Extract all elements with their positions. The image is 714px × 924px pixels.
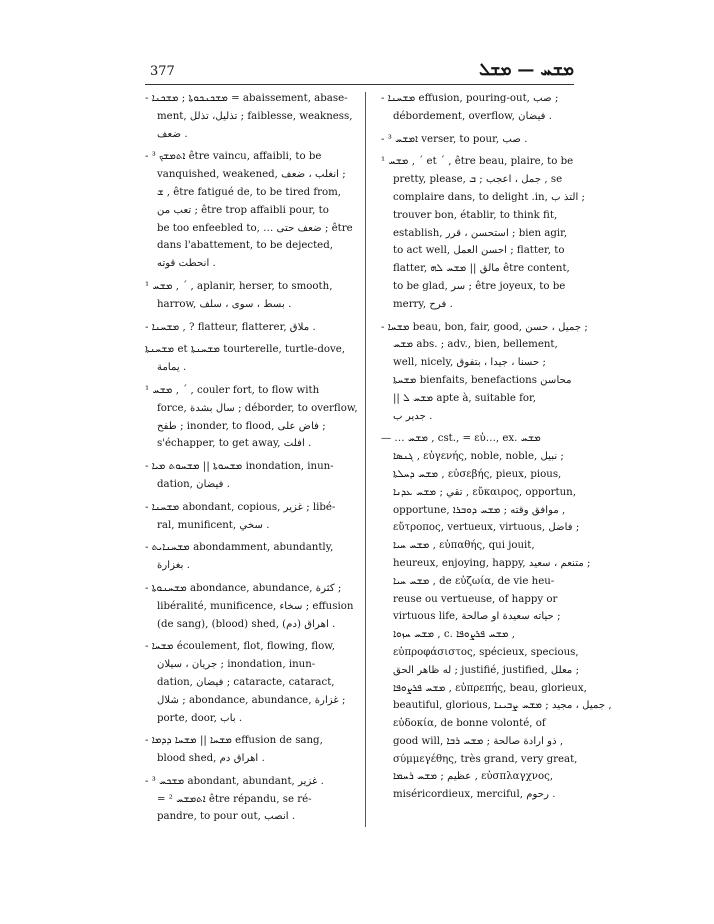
entry-line: ¹ ܡܫܚ , ˊ , couler fort, to flow with bbox=[145, 384, 320, 396]
header-rule bbox=[145, 84, 574, 85]
entry-line: ܡܫܚ ܦܪܨܘܦܐ , εὐπρεπής, beau, glorieux, bbox=[393, 682, 587, 694]
entry-line: to be glad, سر ; être joyeux, to be bbox=[393, 280, 566, 292]
entry-line: well, nicely, حسنا ، جيدا ، بتفوق ; bbox=[393, 357, 546, 369]
entry-line: débordement, overflow, فيضان . bbox=[393, 110, 553, 122]
entry-line: = ܐܬܡܫܚ ² être répandu, se ré- bbox=[157, 793, 312, 805]
dictionary-entry bbox=[145, 278, 363, 314]
entry-line: εὐπροφάσιστος, spécieux, specious, bbox=[393, 646, 579, 658]
entry-line: miséricordieux, merciful, رحوم . bbox=[393, 789, 556, 801]
entry-line: flatter, مالق || ܡܫܚ ܠܗ être content, bbox=[393, 263, 570, 275]
entry-line: trouver bon, établir, to think fit, bbox=[393, 209, 558, 221]
entry-line: ral, munificent, سخي . bbox=[157, 519, 270, 531]
entry-line: blood shed, اهراق دم . bbox=[157, 753, 265, 765]
dictionary-entry bbox=[381, 131, 592, 149]
entry-line: له ظاهر الحق ; justifié, justified, معلل ; bbox=[393, 664, 580, 676]
entry-line: dans l'abattement, to be dejected, bbox=[157, 240, 333, 252]
entry-line: force, سال بشدة ; déborder, to overflow, bbox=[157, 402, 358, 414]
entry-line: تعب من ; être trop affaibli pour, to bbox=[157, 204, 329, 216]
entry-line: dation, فيضان ; cataracte, cataract, bbox=[157, 676, 335, 688]
entry-line: - ܡܫܚܢܐ effusion, pouring-out, صب ; bbox=[381, 93, 559, 104]
entry-line: complaire dans, to delight .in, التذ ب ; bbox=[393, 191, 585, 203]
entry-line: ܡܫܚ ܚܝܐ , εὐπαθής, qui jouit, bbox=[393, 540, 535, 552]
entry-line: dation, فيضان . bbox=[157, 478, 230, 490]
entry-line: بغزارة . bbox=[157, 560, 190, 572]
dictionary-entry bbox=[145, 732, 363, 768]
entry-line: virtuous life, حياته سعيدة او صالحة ; bbox=[393, 611, 561, 623]
entry-line: ܡܫܚܢܬܐ et ܡܫܚܢܬܐ tourterelle, turtle-dove, bbox=[145, 344, 346, 356]
entry-line: vanquished, weakened, انغلب ، ضعف ; bbox=[157, 169, 346, 181]
entry-line: انحطت قوته . bbox=[157, 258, 216, 270]
entry-line: ܡܫܚ ܕܚܠܬܐ , εὐσεβής, pieux, pious, bbox=[393, 468, 562, 480]
entry-line: reuse ou vertueuse, of happy or bbox=[393, 593, 558, 605]
entry-line: - ܡܫܟܚ ³ abondant, abundant, غزير . bbox=[145, 775, 324, 787]
entry-line: be too enfeebled to, … ضعف حتى ; être bbox=[157, 222, 353, 234]
entry-line: pretty, please, جمل ، اعجب ; ܒ , se bbox=[393, 174, 563, 186]
entry-line: ment, تذليل، تذلل ; faiblesse, weakness, bbox=[157, 110, 353, 122]
entry-line: good will, ذو ارادة صالحة ; ܡܫܚ ܪܒܐ , bbox=[393, 735, 564, 747]
entry-line: — … ܡܫܚ , cst., = εὐ…, ex. ܡܫܚ bbox=[381, 433, 541, 445]
dictionary-entry bbox=[145, 499, 363, 535]
entry-line: ¹ ܡܫܚ , ˊ et ˊ , être beau, plaire, to be bbox=[381, 156, 574, 168]
dictionary-entry bbox=[381, 319, 592, 426]
entry-line: - ܡܫܚܐ beau, bon, fair, good, جميل ، حسن ; bbox=[381, 321, 588, 333]
entry-line: ܫ , être fatigué de, to be tired from, bbox=[157, 186, 342, 198]
dictionary-entry bbox=[381, 430, 612, 804]
entry-line: - ܡܫܚܢܐ , ? flatteur, flatterer, ملاق . bbox=[145, 321, 316, 333]
entry-line: libéralité, munificence, سخاء ; effusion bbox=[157, 600, 354, 612]
dictionary-entry bbox=[381, 90, 592, 126]
entry-line: - ܡܫܚܢܘܬܐ abondance, abundance, كثرة ; bbox=[145, 582, 342, 594]
entry-line: - ܐܡܫܚ ³ verser, to pour, صب . bbox=[381, 133, 528, 145]
entry-line: || ܡܫܚ ܠ apte à, suitable for, bbox=[393, 392, 537, 404]
entry-line: طفح ; inonder, to flood, فاض على ; bbox=[157, 420, 326, 432]
entry-line: s'échapper, to get away, افلت . bbox=[157, 438, 312, 450]
entry-line: - ܡܫܚܐ écoulement, flot, flowing, flow, bbox=[145, 641, 335, 653]
dictionary-entry bbox=[145, 458, 363, 494]
dictionary-entry bbox=[145, 90, 363, 143]
dictionary-entry bbox=[145, 382, 363, 453]
entry-line: establish, استحسن ، قرر ; bien agir, bbox=[393, 227, 568, 239]
column-divider bbox=[365, 92, 366, 827]
dictionary-entry bbox=[145, 638, 363, 727]
dictionary-entry bbox=[145, 773, 363, 826]
entry-line: - ܐܬܡܫܟ ³ être vaincu, affaibli, to be bbox=[145, 151, 322, 163]
entry-line: - ܡܫܚܢܐ abondant, copious, غزير ; libé- bbox=[145, 501, 336, 513]
entry-line: ܡܫܚ ¹ , ˊ , aplanir, herser, to smooth, bbox=[145, 280, 333, 292]
entry-line: beautiful, glorious, جميل ، مجيد ; ܡܫܚ ܨܒܝܢܐ , bbox=[393, 700, 612, 712]
entry-line: porte, door, باب . bbox=[157, 712, 243, 724]
entry-line: ܡܫܚܬܐ bienfaits, benefactions محاسن bbox=[393, 374, 572, 386]
right-column bbox=[381, 90, 612, 809]
entry-line: merry, فرح . bbox=[393, 298, 453, 310]
entry-line: - ܡܫܟܢܟܘܬܐ ; ܡܫܟܢܐ = abaissement, abase- bbox=[145, 93, 348, 104]
entry-line: ܡܫܚ ܚܙܘܐ , c. ܡܫܚ ܦܪܨܘܦܐ , bbox=[393, 629, 515, 641]
entry-line: عظيم ; ܡܫܚ ܪܚܡܐ , εὐσπλαγχνος, bbox=[393, 771, 554, 783]
entry-line: harrow, بسط ، سوى ، سلف . bbox=[157, 298, 292, 310]
entry-line: - ܡܫܚܐ || ܡܫܚܐ ܕܕܡܐ effusion de sang, bbox=[145, 735, 323, 747]
entry-line: ܡܫܚ abs. ; adv., bien, bellement, bbox=[393, 339, 558, 351]
entry-line: pandre, to pour out, انصب . bbox=[157, 811, 296, 823]
entry-line: جريان ، سيلان ; inondation, inun- bbox=[157, 659, 316, 671]
entry-line: - ܡܫܚܘܬܐ || ܡܫܚܘܬ ܡܝܐ inondation, inun- bbox=[145, 461, 334, 473]
entry-line: opportune, موافق وقته ; ܡܫܚ ܕܘܒܪܐ , bbox=[393, 504, 566, 516]
entry-line: (de sang), (blood) shed, (دم) اهراق . bbox=[157, 618, 336, 630]
entry-line: جدير ب . bbox=[393, 410, 433, 422]
entry-line: ضعف . bbox=[157, 128, 188, 140]
dictionary-entry bbox=[145, 148, 363, 273]
dictionary-entry bbox=[381, 153, 592, 313]
entry-line: to act well, احسن العمل ; flatter, to bbox=[393, 245, 565, 257]
entry-line: εὔτροπος, vertueux, virtuous, فاضل ; bbox=[393, 522, 580, 534]
left-column bbox=[145, 90, 363, 831]
dictionary-entry bbox=[145, 319, 363, 337]
dictionary-entry bbox=[145, 539, 363, 575]
page-number: 377 bbox=[150, 64, 175, 79]
entry-line: εὐδοκία, de bonne volonté, of bbox=[393, 718, 546, 730]
dictionary-entry bbox=[145, 341, 363, 377]
entry-line: يمامة . bbox=[157, 362, 187, 374]
entry-line: تقي ; ܡܫܚ ܥܕܢܐ , εὔκαιρος, opportun, bbox=[393, 486, 576, 498]
entry-line: ܓܢܣܐ , εὐγενής, noble, noble, نبيل ; bbox=[393, 451, 564, 463]
entry-line: ܡܫܚ ܚܝܐ , de εὐζωία, de vie heu- bbox=[393, 575, 555, 587]
entry-line: σύμμεγέθης, très grand, very great, bbox=[393, 753, 578, 765]
entry-line: شلال ; abondance, abundance, غزارة ; bbox=[157, 694, 346, 706]
entry-line: - ܡܫܚܢܐܝܬ abondamment, abundantly, bbox=[145, 542, 334, 554]
dictionary-entry bbox=[145, 580, 363, 633]
running-head: ܡܫܚ — ܡܫܠ bbox=[479, 60, 574, 80]
entry-line: heureux, enjoying, happy, متنعم ، سعيد ; bbox=[393, 557, 591, 569]
